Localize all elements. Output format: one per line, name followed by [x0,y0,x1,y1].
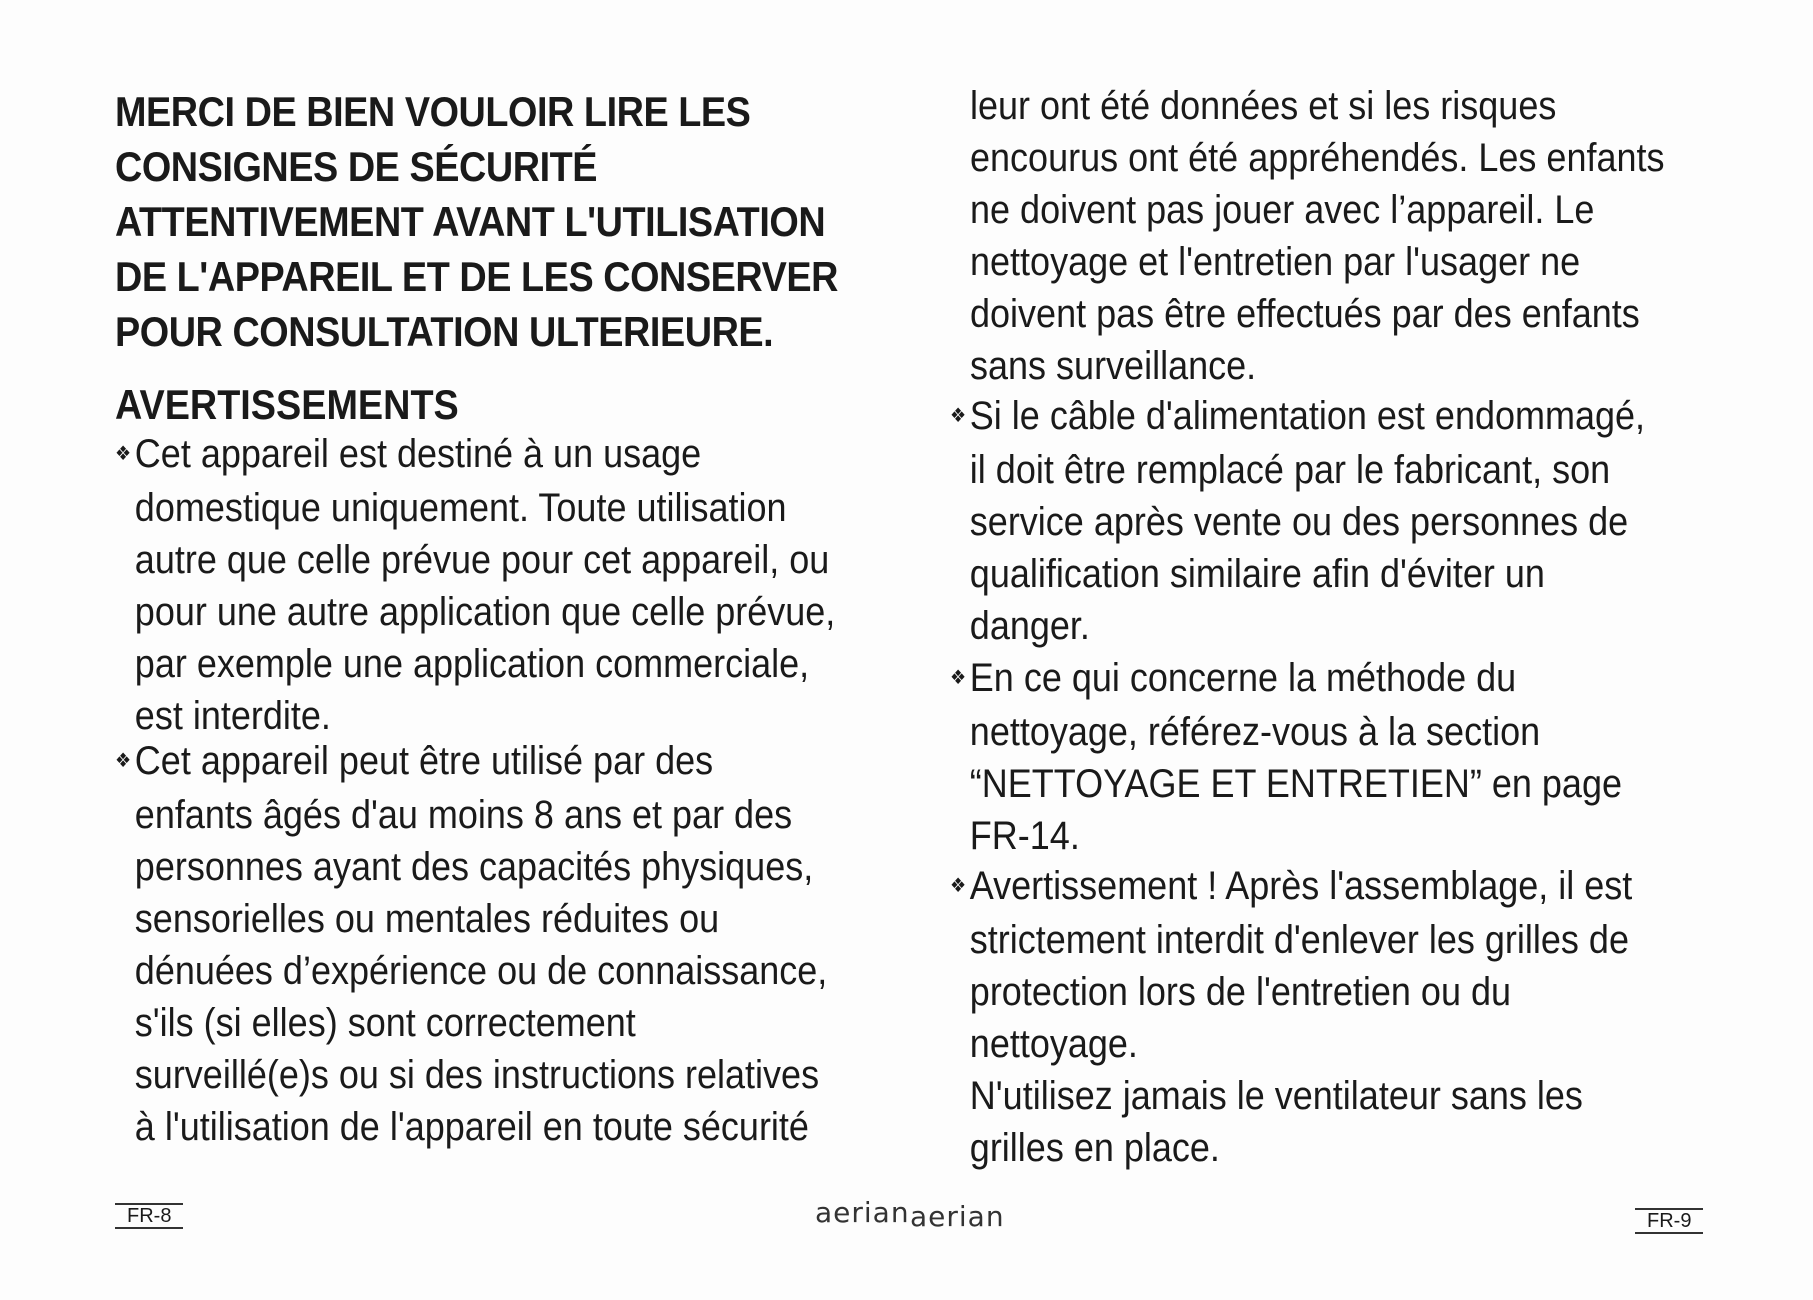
bullet-line: à l'utilisation de l'appareil en toute sécurité [134,1105,809,1150]
brand-logo-left: aerian [815,1196,910,1229]
section-title: AVERTISSEMENTS [115,381,459,428]
bullet-line: nettoyage, référez-vous à la section [969,710,1541,755]
bullet-line: ❖Avertissement ! Après l'assemblage, il est [950,860,1632,914]
heading-line: MERCI DE BIEN VOULOIR LIRE LES [115,88,751,135]
bullet-line: il doit être remplacé par le fabricant, son [969,448,1611,493]
diamond-bullet-icon: ❖ [950,875,967,898]
bullet-line: enfants âgés d'au moins 8 ans et par des [134,793,793,838]
safety-heading [115,84,838,359]
bullet-line: dénuées d’expérience ou de connaissance, [134,949,828,994]
bullet-line: FR-14. [969,814,1080,859]
heading-line: ATTENTIVEMENT AVANT L'UTILISATION [115,198,826,245]
bullet-line: surveillé(e)s ou si des instructions relatives [134,1053,820,1098]
paragraph-line: ne doivent pas jouer avec l’appareil. Le [970,188,1595,232]
bullet-line: N'utilisez jamais le ventilateur sans les [969,1074,1583,1119]
bullet-line: domestique uniquement. Toute utilisation [134,486,787,531]
heading-line: DE L'APPAREIL ET DE LES CONSERVER [115,253,838,300]
heading-line: POUR CONSULTATION ULTERIEURE. [115,308,774,355]
bullet-line: protection lors de l'entretien ou du [969,970,1512,1015]
paragraph-line: leur ont été données et si les risques [970,84,1557,128]
bullet-line: autre que celle prévue pour cet appareil, ou [134,538,830,583]
paragraph-line: sans surveillance. [970,344,1257,388]
paragraph-line: doivent pas être effectués par des enfants [970,292,1640,336]
warning-bullet-children [115,735,827,1153]
paragraph-line: encourus ont été appréhendés. Les enfants [970,136,1665,180]
diamond-bullet-icon: ❖ [115,750,132,773]
bullet-line: nettoyage. [969,1022,1138,1067]
bullet-line: “NETTOYAGE ET ENTRETIEN” en page [969,762,1622,807]
warning-bullet-grilles [950,860,1632,1174]
bullet-line: est interdite. [134,694,331,739]
diamond-bullet-icon: ❖ [115,443,132,466]
bullet-line: service après vente ou des personnes de [969,500,1629,545]
paragraph-line: nettoyage et l'entretien par l'usager ne [970,240,1581,284]
heading-line: CONSIGNES DE SÉCURITÉ [115,143,598,190]
bullet-line: sensorielles ou mentales réduites ou [134,897,720,942]
bullet-line: pour une autre application que celle prévue, [134,590,836,635]
continuation-paragraph [970,80,1665,392]
diamond-bullet-icon: ❖ [950,667,967,690]
page-number-left: FR-8 [115,1203,183,1229]
bullet-line: strictement interdit d'enlever les grilles de [969,918,1629,963]
bullet-line: ❖Si le câble d'alimentation est endommagé, [950,390,1645,444]
warning-bullet-cable [950,390,1645,652]
bullet-line: par exemple une application commerciale, [134,642,810,687]
bullet-line: ❖En ce qui concerne la méthode du [950,652,1622,706]
bullet-line: ❖Cet appareil peut être utilisé par des [115,735,827,789]
brand-logo-right: aerian [910,1200,1005,1233]
bullet-line: s'ils (si elles) sont correctement [134,1001,636,1046]
bullet-line: grilles en place. [969,1126,1220,1171]
warning-bullet-usage [115,428,835,742]
diamond-bullet-icon: ❖ [950,405,967,428]
bullet-line: ❖Cet appareil est destiné à un usage [115,428,835,482]
bullet-line: personnes ayant des capacités physiques, [134,845,814,890]
page-number-right: FR-9 [1635,1208,1703,1234]
bullet-line: danger. [969,604,1090,649]
warning-bullet-cleaning [950,652,1622,862]
bullet-line: qualification similaire afin d'éviter un [969,552,1545,597]
